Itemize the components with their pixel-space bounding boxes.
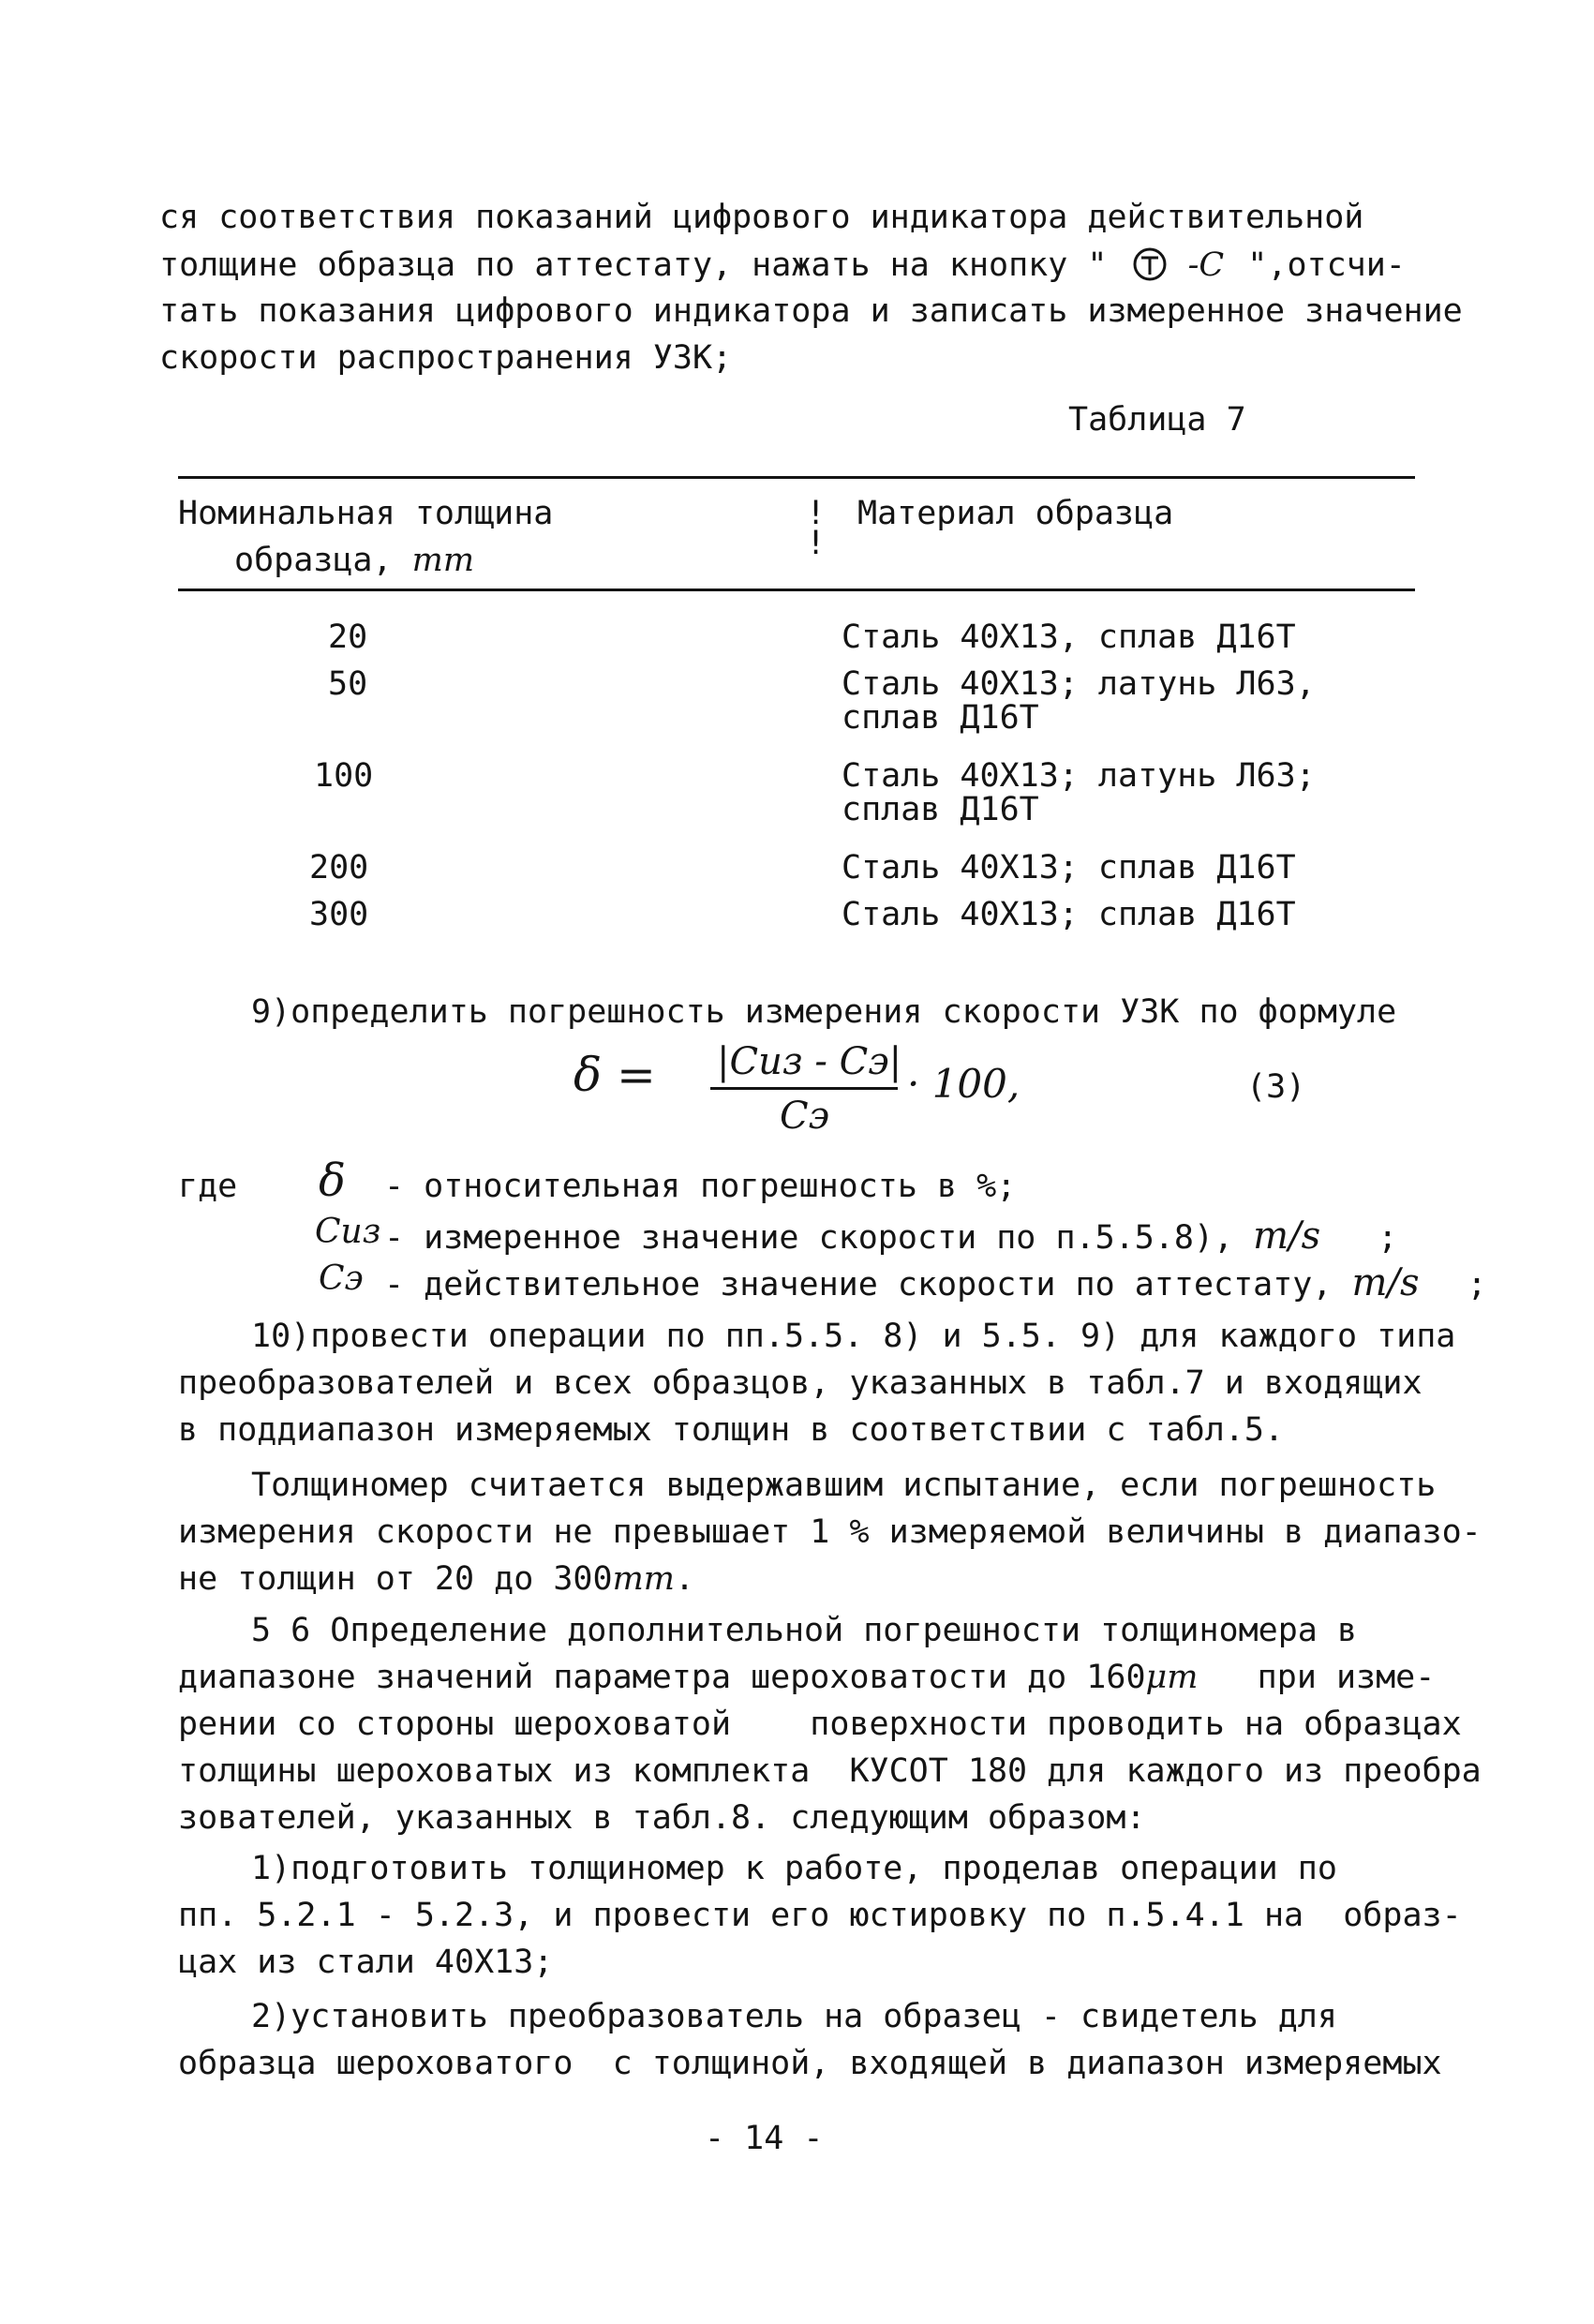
- where-item-2-end: ;: [1378, 1219, 1398, 1257]
- section-56-line-4: толщины шероховатых из комплекта КУСОТ 180 для каждого из преобра: [178, 1752, 1482, 1790]
- where-item-3-unit: m/s: [1351, 1261, 1420, 1304]
- section-56-line-2-end: при изме-: [1198, 1659, 1436, 1696]
- table-row-3-thickness: 100: [314, 757, 374, 795]
- formula-number: (3): [1246, 1068, 1306, 1106]
- section-56-line-2: [178, 1659, 1435, 1696]
- table-row-2-material-line1: Сталь 40Х13; латунь Л63,: [842, 665, 1316, 703]
- test-button-symbol: [1131, 246, 1225, 284]
- table-header-col2: Материал образца: [857, 495, 1174, 532]
- where-item-2: [384, 1214, 1397, 1258]
- where-item-3-symbol: [319, 1259, 364, 1298]
- step-1-line-3: цах из стали 40Х13;: [178, 1944, 554, 1981]
- section-56-line-1: 5 6 Определение дополнительной погрешности толщиномера в: [251, 1612, 1358, 1649]
- table-caption: Таблица 7: [1068, 401, 1246, 439]
- table-header-unit: mm: [411, 542, 475, 579]
- section-56-line-3: рении со стороны шероховатой поверхности проводить на образцах: [178, 1706, 1462, 1743]
- pass-line-1: Толщиномер считается выдержавшим испытание, если погрешность: [251, 1467, 1437, 1504]
- where-item-1-text: - относительная погрешность в %;: [384, 1168, 1017, 1205]
- table-header-col1-line2: [234, 542, 474, 579]
- table-row-4-material: Сталь 40Х13; сплав Д16Т: [842, 849, 1296, 886]
- pass-line-3-text: не толщин от 20 до 300: [178, 1560, 613, 1598]
- table-header-col1-text: образца,: [234, 542, 393, 579]
- intro-line-1: ся соответствия показаний цифрового индикатора действительной: [159, 199, 1364, 236]
- where-label: где: [178, 1168, 238, 1205]
- formula-denominator: [780, 1095, 829, 1138]
- circled-t-icon: [1131, 246, 1169, 283]
- where-item-2-unit: m/s: [1253, 1214, 1321, 1258]
- table-header-col1-line1: Номинальная толщина: [178, 495, 554, 532]
- section-56-line-2-unit: μm: [1145, 1659, 1199, 1696]
- table-row-3-material-line2: сплав Д16Т: [842, 791, 1039, 828]
- formula-factor: [907, 1061, 1020, 1107]
- page-number: - 14 -: [705, 2120, 824, 2157]
- step-2-line-1: 2)установить преобразователь на образец - свидетель для: [251, 1998, 1337, 2035]
- formula-denominator-text: Cэ: [780, 1095, 830, 1138]
- table-header-separator-2: !: [806, 525, 827, 562]
- where-item-2-symbol: [315, 1213, 380, 1251]
- where-item-1-symbol-text: δ: [319, 1155, 346, 1207]
- table-row-1-material: Сталь 40Х13, сплав Д16Т: [842, 618, 1296, 656]
- section-56-line-2-text: диапазоне значений параметра шероховатости до 160: [178, 1659, 1146, 1696]
- step-9-text: 9)определить погрешность измерения скорости УЗК по формуле: [251, 993, 1397, 1031]
- section-56-line-5: зователей, указанных в табл.8. следующим образом:: [178, 1799, 1146, 1837]
- formula-numerator: [717, 1040, 901, 1083]
- where-item-3: [384, 1261, 1487, 1304]
- formula-fraction-bar: [710, 1087, 898, 1090]
- pass-line-3: [178, 1560, 694, 1598]
- button-symbol-label: -С: [1187, 246, 1225, 284]
- where-item-2-symbol-text: Cиз: [315, 1213, 381, 1251]
- table-header-rule: [178, 588, 1415, 591]
- table-row-3-material-line1: Сталь 40Х13; латунь Л63;: [842, 757, 1316, 795]
- intro-line-2-end: ",отсчи-: [1247, 246, 1406, 284]
- step-2-line-2: образца шероховатого с толщиной, входящей в диапазон измеряемых: [178, 2045, 1442, 2082]
- formula-numerator-text: |Cиз - Cэ|: [717, 1040, 902, 1083]
- step-10-line-3: в поддиапазон измеряемых толщин в соответствии с табл.5.: [178, 1411, 1285, 1449]
- step-1-line-2: пп. 5.2.1 - 5.2.3, и провести его юстировку по п.5.4.1 на образ-: [178, 1897, 1462, 1934]
- step-10-line-1: 10)провести операции по пп.5.5. 8) и 5.5. 9) для каждого типа: [251, 1318, 1456, 1355]
- table-row-5-material: Сталь 40Х13; сплав Д16Т: [842, 896, 1296, 933]
- formula-delta: δ =: [574, 1048, 656, 1102]
- intro-line-3: тать показания цифрового индикатора и записать измеренное значение: [159, 292, 1463, 330]
- table-row-4-thickness: 200: [309, 849, 369, 886]
- table-row-2-material-line2: сплав Д16Т: [842, 699, 1039, 737]
- where-item-2-text: - измеренное значение скорости по п.5.5.8),: [384, 1219, 1234, 1257]
- where-item-3-text: - действительное значение скорости по аттестату,: [384, 1266, 1333, 1304]
- table-row-2-thickness: 50: [328, 665, 368, 703]
- intro-line-2-start: толщине образца по аттестату, нажать на кнопку ": [159, 246, 1108, 284]
- step-1-line-1: 1)подготовить толщиномер к работе, проделав операции по: [251, 1850, 1337, 1887]
- table-header-separator-1: !: [806, 495, 827, 532]
- table-row-5-thickness: 300: [309, 896, 369, 933]
- where-item-3-end: ;: [1467, 1266, 1487, 1304]
- table-row-1-thickness: 20: [328, 618, 368, 656]
- intro-line-4: скорости распространения УЗК;: [159, 339, 733, 377]
- where-item-3-symbol-text: Cэ: [319, 1259, 364, 1298]
- formula-factor-text: · 100,: [907, 1061, 1020, 1107]
- pass-line-2: измерения скорости не превышает 1 % измеряемой величины в диапазо-: [178, 1513, 1482, 1551]
- table-top-rule: [178, 476, 1415, 479]
- pass-line-3-end: .: [674, 1560, 695, 1598]
- pass-line-3-unit: mm: [612, 1560, 675, 1598]
- step-10-line-2: преобразователей и всех образцов, указанных в табл.7 и входящих: [178, 1364, 1423, 1402]
- formula-lhs: [574, 1048, 656, 1102]
- where-item-1-symbol: [319, 1155, 346, 1207]
- intro-line-2: [159, 246, 1406, 284]
